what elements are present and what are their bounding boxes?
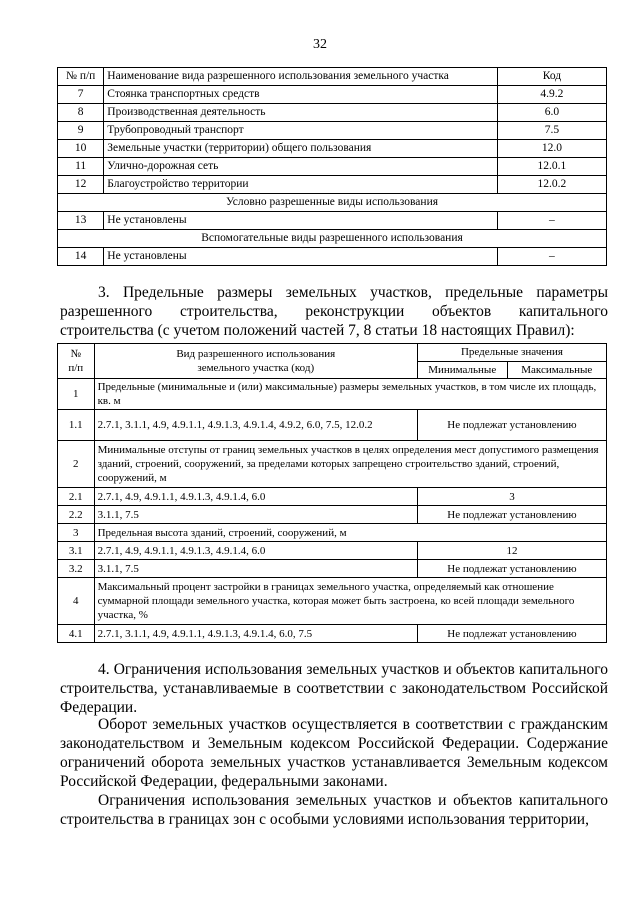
- cell-codes: 2.7.1, 4.9, 4.9.1.1, 4.9.1.3, 4.9.1.4, 6.0: [94, 488, 417, 506]
- header-code: Код: [497, 68, 606, 86]
- cell-name: Земельные участки (территории) общего пользования: [104, 140, 498, 158]
- cell-text: Максимальный процент застройки в границах земельного участка, определяемый как отношение суммарной площади земельного участка, которая может быть застроена, ко всей площади земельного участка, %: [94, 578, 606, 625]
- paragraph-4: 4. Ограничения использования земельных участков и объектов капитального строительства, устанавливаемые в соответствии с законодательством Российской Федерации.: [60, 661, 608, 716]
- cell-num: 11: [58, 158, 104, 176]
- table-row: [58, 86, 607, 104]
- cell-name: Улично-дорожная сеть: [104, 158, 498, 176]
- cell-value: Не подлежат установлению: [417, 625, 606, 643]
- page-number: 32: [313, 37, 327, 52]
- section-title: Вспомогательные виды разрешенного использования: [58, 230, 607, 248]
- table-row: [58, 578, 607, 625]
- table-row: [58, 104, 607, 122]
- cell-value: Не подлежат установлению: [417, 560, 606, 578]
- table-row: [58, 379, 607, 410]
- table-row: [58, 410, 607, 441]
- cell-value: 3: [417, 488, 606, 506]
- cell-name: Благоустройство территории: [104, 176, 498, 194]
- table-row: [58, 122, 607, 140]
- cell-code: 12.0: [497, 140, 606, 158]
- cell-num: 2.1: [58, 488, 95, 506]
- cell-num: 1.1: [58, 410, 95, 441]
- cell-num: 4: [58, 578, 95, 625]
- header-limits: Предельные значения: [417, 344, 606, 362]
- table-row: [58, 140, 607, 158]
- cell-num: 3.1: [58, 542, 95, 560]
- table-row: [58, 488, 607, 506]
- cell-code: 12.0.1: [497, 158, 606, 176]
- cell-codes: 2.7.1, 3.1.1, 4.9, 4.9.1.1, 4.9.1.3, 4.9.1.4, 6.0, 7.5: [94, 625, 417, 643]
- header-kind-line2: земельного участка (код): [197, 362, 315, 374]
- header-min: Минимальные: [417, 361, 507, 379]
- table-row: [58, 176, 607, 194]
- cell-num: 9: [58, 122, 104, 140]
- cell-num: 3: [58, 524, 95, 542]
- cell-code: 4.9.2: [497, 86, 606, 104]
- cell-code: 7.5: [497, 122, 606, 140]
- header-max: Максимальные: [507, 361, 606, 379]
- cell-code: –: [497, 248, 606, 266]
- cell-num: 7: [58, 86, 104, 104]
- table-row: [58, 158, 607, 176]
- table-row: [58, 212, 607, 230]
- cell-text: Минимальные отступы от границ земельных участков в целях определения мест допустимого размещения зданий, строений, сооружений, за пределами которых запрещено строительство зданий, строений, сооружений, м: [94, 441, 606, 488]
- cell-codes: 3.1.1, 7.5: [94, 506, 417, 524]
- cell-num: 14: [58, 248, 104, 266]
- cell-code: –: [497, 212, 606, 230]
- cell-codes: 2.7.1, 4.9, 4.9.1.1, 4.9.1.3, 4.9.1.4, 6.0: [94, 542, 417, 560]
- cell-value: Не подлежат установлению: [417, 410, 606, 441]
- section-title: Условно разрешенные виды использования: [58, 194, 607, 212]
- table-row: [58, 625, 607, 643]
- limit-parameters-table: [57, 343, 607, 643]
- cell-codes: 2.7.1, 3.1.1, 4.9, 4.9.1.1, 4.9.1.3, 4.9.1.4, 4.9.2, 6.0, 7.5, 12.0.2: [94, 410, 417, 441]
- cell-text: Предельная высота зданий, строений, сооружений, м: [94, 524, 606, 542]
- cell-value: 12: [417, 542, 606, 560]
- header-num-line1: №: [70, 348, 82, 360]
- header-name: Наименование вида разрешенного использования земельного участка: [104, 68, 498, 86]
- header-kind: [94, 344, 417, 379]
- permitted-use-table: [57, 67, 607, 266]
- cell-text: Предельные (минимальные и (или) максимальные) размеры земельных участков, в том числе их площадь, кв. м: [94, 379, 606, 410]
- table-row: [58, 560, 607, 578]
- paragraph-5: Оборот земельных участков осуществляется в соответствии с гражданским законодательством и Земельным кодексом Российской Федерации. Содержание ограничений оборота земельных участков устанавливается Земельным кодексом Российской Федерации, федеральными законами.: [60, 716, 608, 790]
- header-num-line2: п/п: [68, 362, 84, 374]
- cell-num: 4.1: [58, 625, 95, 643]
- cell-num: 12: [58, 176, 104, 194]
- cell-name: Стоянка транспортных средств: [104, 86, 498, 104]
- cell-name: Производственная деятельность: [104, 104, 498, 122]
- table-row: [58, 542, 607, 560]
- section-row-auxiliary: [58, 230, 607, 248]
- cell-code: 6.0: [497, 104, 606, 122]
- cell-num: 2: [58, 441, 95, 488]
- cell-name: Не установлены: [104, 248, 498, 266]
- cell-name: Трубопроводный транспорт: [104, 122, 498, 140]
- cell-num: 13: [58, 212, 104, 230]
- cell-num: 10: [58, 140, 104, 158]
- table-row: [58, 524, 607, 542]
- cell-num: 1: [58, 379, 95, 410]
- cell-value: Не подлежат установлению: [417, 506, 606, 524]
- header-kind-line1: Вид разрешенного использования: [176, 348, 336, 360]
- table-row: [58, 441, 607, 488]
- cell-name: Не установлены: [104, 212, 498, 230]
- table-row: [58, 506, 607, 524]
- header-num: [58, 344, 95, 379]
- paragraph-3: 3. Предельные размеры земельных участков, предельные параметры разрешенного строительства, реконструкции объектов капитального строительства (с учетом положений частей 7, 8 статьи 18 настоящих Правил):: [60, 284, 608, 339]
- table-header-row: [58, 344, 607, 362]
- cell-code: 12.0.2: [497, 176, 606, 194]
- header-num: № п/п: [58, 68, 104, 86]
- paragraph-6: Ограничения использования земельных участков и объектов капитального строительства в границах зон с особыми условиями использования территории,: [60, 792, 608, 828]
- table-header-row: [58, 68, 607, 86]
- cell-num: 2.2: [58, 506, 95, 524]
- cell-num: 3.2: [58, 560, 95, 578]
- table-row: [58, 248, 607, 266]
- cell-num: 8: [58, 104, 104, 122]
- cell-codes: 3.1.1, 7.5: [94, 560, 417, 578]
- section-row-conditional: [58, 194, 607, 212]
